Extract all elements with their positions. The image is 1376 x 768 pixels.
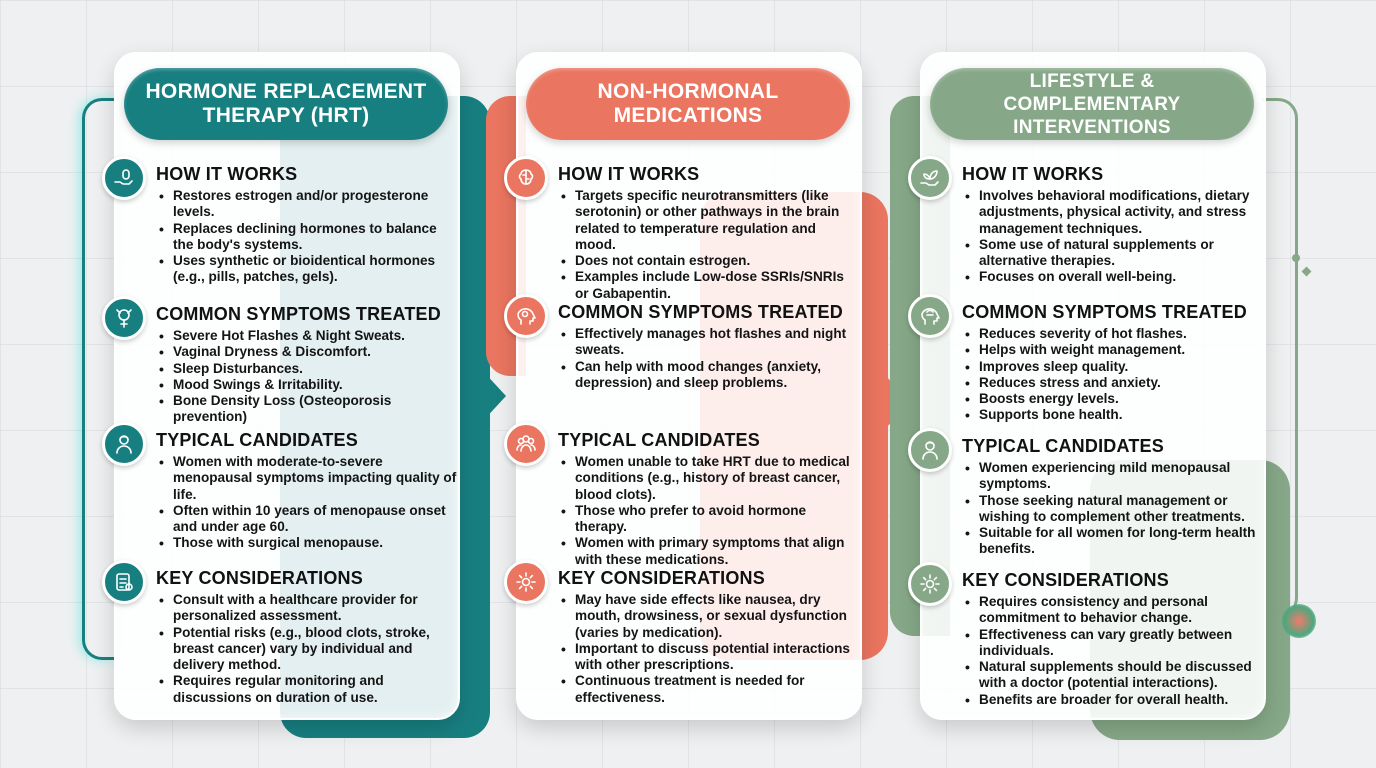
hand-pill-icon	[102, 156, 146, 200]
hrt-title: HORMONE REPLACEMENT THERAPY (HRT)	[145, 80, 427, 127]
nonhormonal-panel	[516, 52, 862, 720]
bullet-item: • Women with moderate-to-severe menopausal symptoms impacting quality of life.	[158, 454, 458, 503]
hand-leaf-icon	[908, 156, 952, 200]
bullet-item: • Boosts energy levels.	[964, 391, 1264, 407]
bullet-list	[560, 188, 860, 302]
brain-head-icon	[908, 294, 952, 338]
bullet-list	[560, 454, 860, 568]
bullet-item: • Improves sleep quality.	[964, 359, 1264, 375]
bullet-item: • Reduces severity of hot flashes.	[964, 326, 1264, 342]
bullet-item: • Women with primary symptoms that align with these medications.	[560, 535, 860, 568]
bullet-item: • Those seeking natural management or wishing to complement other treatments.	[964, 493, 1264, 526]
lifestyle-panel	[920, 52, 1266, 720]
head-icon	[504, 294, 548, 338]
bullet-list	[158, 188, 458, 286]
bullet-item: • Benefits are broader for overall health.	[964, 692, 1264, 708]
section-heading: COMMON SYMPTOMS TREATED	[156, 304, 441, 324]
bullet-item: • Involves behavioral modifications, dietary adjustments, physical activity, and stress management techniques.	[964, 188, 1264, 237]
gear-icon	[504, 560, 548, 604]
bullet-item: • Continuous treatment is needed for effectiveness.	[560, 673, 860, 706]
bullet-item: • Focuses on overall well-being.	[964, 269, 1264, 285]
section-heading: COMMON SYMPTOMS TREATED	[558, 302, 843, 322]
bullet-item: • Examples include Low-dose SSRIs/SNRIs or Gabapentin.	[560, 269, 860, 302]
hrt-title-pill	[124, 68, 448, 140]
lifestyle-title: LIFESTYLE & COMPLEMENTARY INTERVENTIONS	[1003, 70, 1181, 138]
nonhormonal-title-pill	[526, 68, 850, 140]
section-heading: COMMON SYMPTOMS TREATED	[962, 302, 1247, 322]
section-heading: HOW IT WORKS	[962, 164, 1104, 184]
bullet-list	[158, 592, 458, 706]
bullet-item: • May have side effects like nausea, dry mouth, drowsiness, or sexual dysfunction (varies by medication).	[560, 592, 860, 641]
right-diamond	[1302, 267, 1312, 277]
bullet-item: • Severe Hot Flashes & Night Sweats.	[158, 328, 464, 344]
bullet-item: • Supports bone health.	[964, 407, 1264, 423]
clipboard-icon	[102, 560, 146, 604]
hrt-connector-arrow	[482, 370, 506, 422]
bullet-item: • Vaginal Dryness & Discomfort.	[158, 344, 464, 360]
group-icon	[504, 422, 548, 466]
bullet-list	[560, 326, 860, 391]
bullet-item: • Those with surgical menopause.	[158, 535, 458, 551]
bullet-item: • Those who prefer to avoid hormone therapy.	[560, 503, 860, 536]
bullet-list	[964, 594, 1264, 708]
section-heading: KEY CONSIDERATIONS	[156, 568, 363, 588]
bullet-list	[560, 592, 860, 706]
bullet-item: • Mood Swings & Irritability.	[158, 377, 464, 393]
bullet-item: • Can help with mood changes (anxiety, depression) and sleep problems.	[560, 359, 860, 392]
female-symbol-icon	[102, 296, 146, 340]
lifestyle-title-pill	[930, 68, 1254, 140]
brain-icon	[504, 156, 548, 200]
bullet-item: • Requires consistency and personal commitment to behavior change.	[964, 594, 1264, 627]
bullet-item: • Consult with a healthcare provider for personalized assessment.	[158, 592, 458, 625]
bullet-item: • Helps with weight management.	[964, 342, 1264, 358]
section-heading: HOW IT WORKS	[156, 164, 298, 184]
bullet-item: • Targets specific neurotransmitters (like serotonin) or other pathways in the brain related to temperature regulation and mood.	[560, 188, 860, 253]
nonhormonal-title: NON-HORMONAL MEDICATIONS	[597, 80, 779, 127]
bullet-item: • Suitable for all women for long-term health benefits.	[964, 525, 1264, 558]
hrt-panel	[114, 52, 460, 720]
bullet-list	[964, 326, 1264, 424]
bullet-item: • Often within 10 years of menopause onset and under age 60.	[158, 503, 458, 536]
bullet-item: • Some use of natural supplements or alternative therapies.	[964, 237, 1264, 270]
bullet-item: • Women experiencing mild menopausal symptoms.	[964, 460, 1264, 493]
bullet-item: • Requires regular monitoring and discussions on duration of use.	[158, 673, 458, 706]
right-bracket-line	[1262, 98, 1298, 618]
bullet-list	[158, 328, 464, 426]
bullet-item: • Important to discuss potential interactions with other prescriptions.	[560, 641, 860, 674]
bullet-list	[158, 454, 458, 552]
bullet-list	[964, 188, 1264, 286]
bullet-item: • Natural supplements should be discussed with a doctor (potential interactions).	[964, 659, 1264, 692]
section-heading: KEY CONSIDERATIONS	[558, 568, 765, 588]
bullet-item: • Effectively manages hot flashes and night sweats.	[560, 326, 860, 359]
gear-icon	[908, 562, 952, 606]
section-heading: TYPICAL CANDIDATES	[962, 436, 1164, 456]
section-heading: HOW IT WORKS	[558, 164, 700, 184]
bullet-item: • Reduces stress and anxiety.	[964, 375, 1264, 391]
right-glow-orb	[1282, 604, 1316, 638]
bullet-item: • Sleep Disturbances.	[158, 361, 464, 377]
bullet-item: • Replaces declining hormones to balance the body's systems.	[158, 221, 458, 254]
right-dot	[1292, 254, 1300, 262]
section-heading: KEY CONSIDERATIONS	[962, 570, 1169, 590]
bullet-item: • Effectiveness can vary greatly between individuals.	[964, 627, 1264, 660]
bullet-list	[964, 460, 1264, 558]
section-heading: TYPICAL CANDIDATES	[558, 430, 760, 450]
woman-icon	[908, 428, 952, 472]
bullet-item: • Does not contain estrogen.	[560, 253, 860, 269]
bullet-item: • Restores estrogen and/or progesterone levels.	[158, 188, 458, 221]
woman-icon	[102, 422, 146, 466]
bullet-item: • Uses synthetic or bioidentical hormones (e.g., pills, patches, gels).	[158, 253, 458, 286]
bullet-item: • Potential risks (e.g., blood clots, stroke, breast cancer) vary by individual and delivery method.	[158, 625, 458, 674]
bullet-item: • Women unable to take HRT due to medical conditions (e.g., history of breast cancer, blood clots).	[560, 454, 860, 503]
section-heading: TYPICAL CANDIDATES	[156, 430, 358, 450]
bullet-item: • Bone Density Loss (Osteoporosis prevention)	[158, 393, 464, 426]
